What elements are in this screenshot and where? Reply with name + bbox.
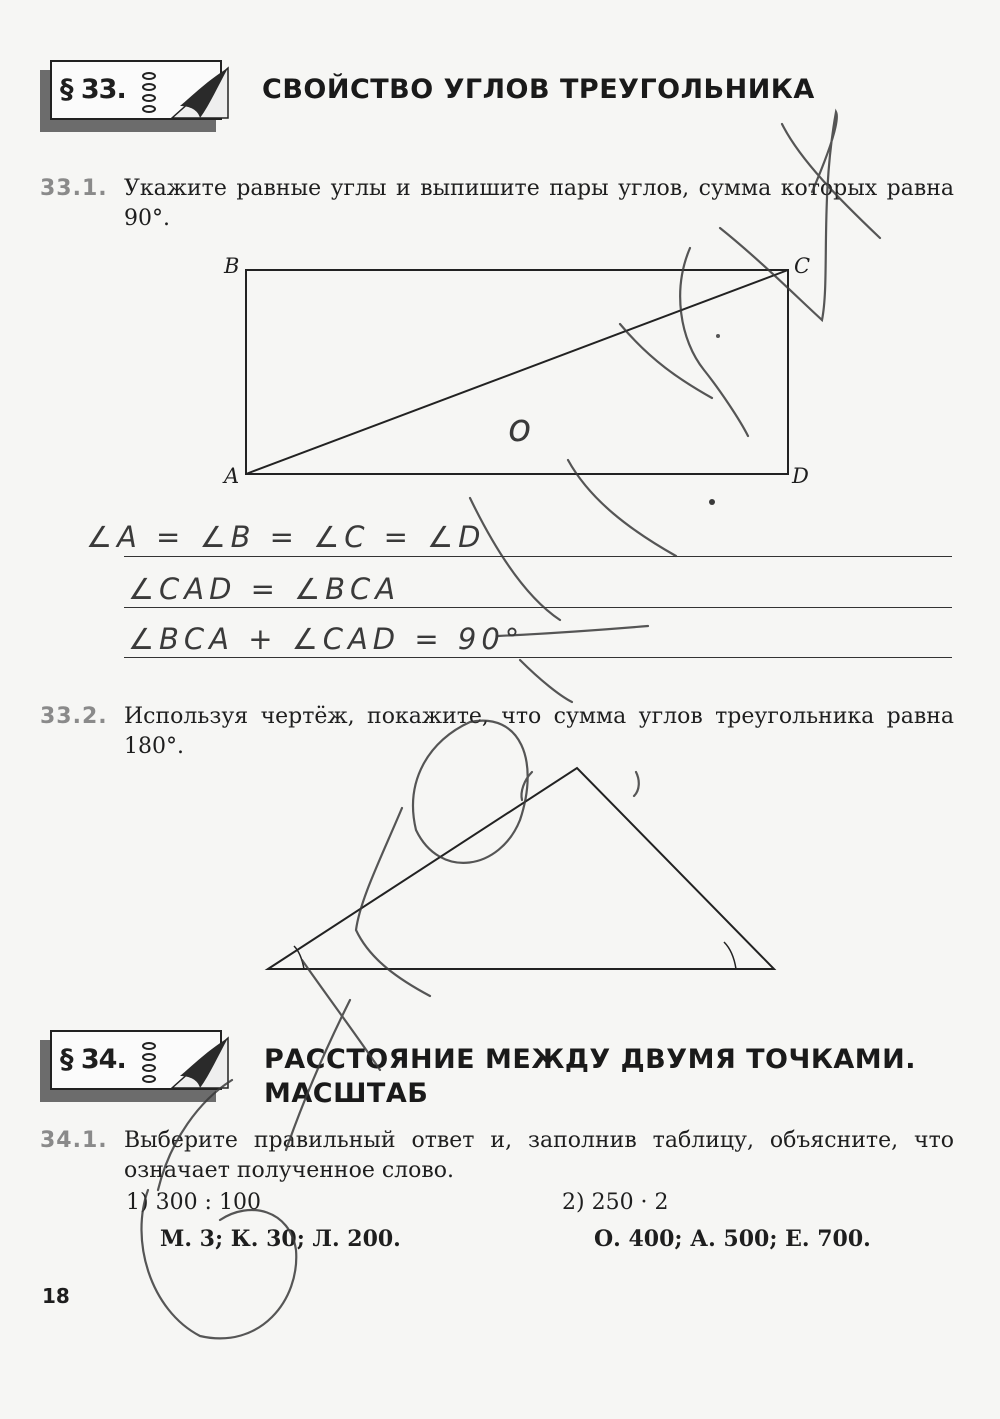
option-2-expression: 2) 250 · 2 [562,1190,669,1215]
page-curl-icon [170,1036,230,1090]
answer-line-1 [124,556,952,557]
task-33-2-number: 33.2. [40,704,108,729]
point-a-label: A [224,464,240,488]
section-33-badge [40,60,224,132]
handwritten-answer-3: ∠BCA + ∠CAD = 90° [128,622,525,656]
task-34-1-number: 34.1. [40,1128,108,1153]
option-2-choices: О. 400; А. 500; Е. 700. [594,1226,871,1252]
point-b-label: B [224,254,240,278]
answer-line-2 [124,607,952,608]
point-c-label: C [794,254,811,278]
scribble-stroke [520,660,572,702]
point-d-label: D [792,464,809,488]
section-34-title-line-2: МАСШТАБ [264,1078,429,1109]
option-1-choices: М. 3; К. 30; Л. 200. [160,1226,401,1252]
scribble-stroke [470,498,560,620]
section-34-number: § 34. [60,1044,126,1075]
task-34-1-text: Выберите правильный ответ и, заполнив таблицу, объясните, что означает полученное слово. [124,1128,954,1183]
answer-line-3 [124,657,952,658]
option-1-expression: 1) 300 : 100 [126,1190,261,1215]
page-curl-icon [170,66,230,120]
badge-card [50,1030,222,1090]
notebook-rings-icon [140,1038,158,1086]
badge-card [50,60,222,120]
section-34-badge [40,1030,224,1102]
task-33-1-text: Укажите равные углы и выпишите пары углов, сумма которых равна 90°. [124,176,954,231]
handwritten-answer-2: ∠CAD = ∠BCA [128,572,401,606]
pencil-scribble-o: о [508,406,537,450]
section-33-title: СВОЙСТВО УГЛОВ ТРЕУГОЛЬНИКА [262,74,815,105]
handwritten-answer-1: ∠A = ∠B = ∠C = ∠D [86,520,486,554]
triangle [268,768,774,969]
rectangle-figure [200,250,840,510]
task-33-2-text: Используя чертёж, покажите, что сумма углов треугольника равна 180°. [124,704,954,759]
task-33-1-number: 33.1. [40,176,108,201]
notebook-rings-icon [140,68,158,116]
section-34-title-line-1: РАССТОЯНИЕ МЕЖДУ ДВУМЯ ТОЧКАМИ. [264,1044,917,1075]
angle-arc-right [724,942,736,969]
page-number: 18 [42,1284,70,1308]
triangle-figure [260,760,790,980]
section-33-number: § 33. [60,74,126,105]
